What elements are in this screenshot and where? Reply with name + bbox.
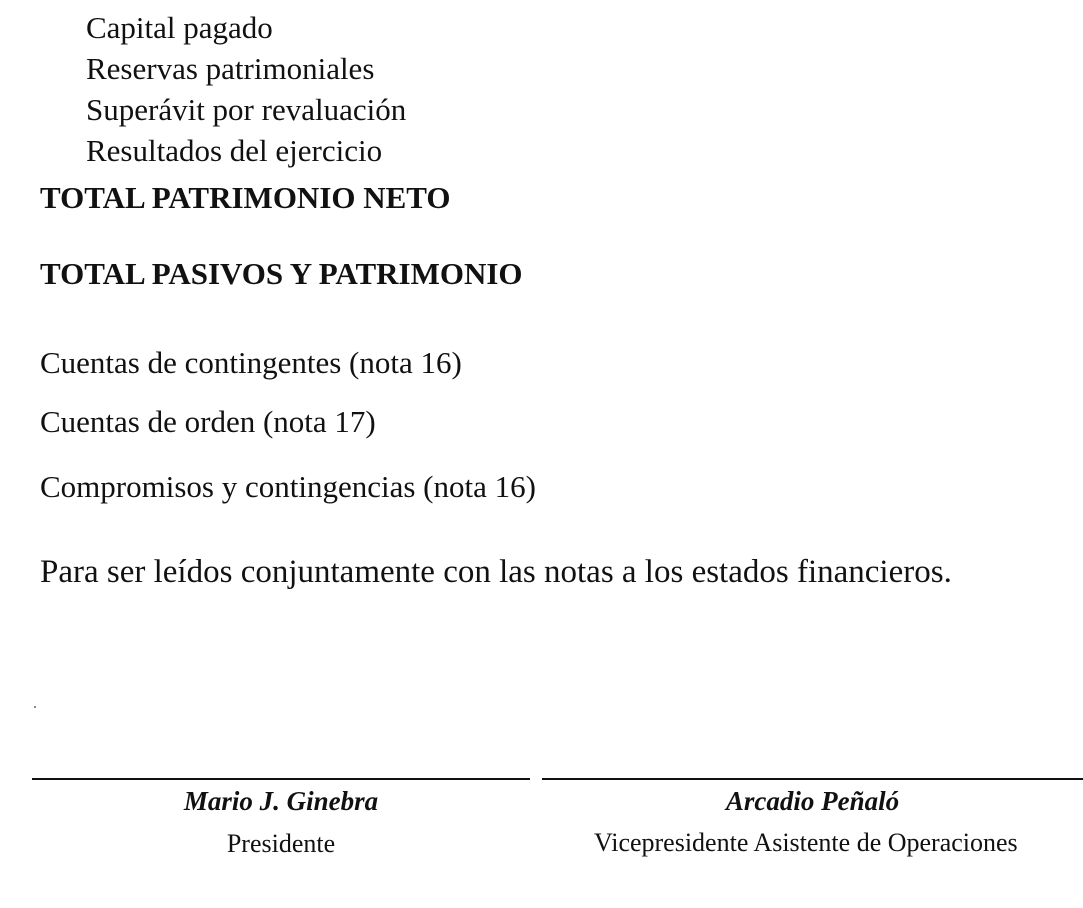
signature-line [542,778,1083,780]
memo-commitments-contingencies: Compromisos y contingencias (nota 16) [40,469,536,504]
memo-order-accounts: Cuentas de orden (nota 17) [40,404,376,439]
signatory-title: Presidente [226,829,336,858]
scan-speck [34,706,36,708]
total-equity-label: TOTAL PATRIMONIO NETO [40,180,451,215]
footnote-read-with-notes: Para ser leídos conjuntamente con las notas a los estados financieros. [40,554,952,590]
signatory-name: Mario J. Ginebra [183,786,379,816]
signatory-name: Arcadio Peñaló [725,786,900,816]
equity-item-revaluation-surplus: Superávit por revaluación [86,92,407,127]
equity-item-reserves: Reservas patrimoniales [86,51,375,86]
memo-contingent-accounts: Cuentas de contingentes (nota 16) [40,345,462,380]
equity-item-period-results: Resultados del ejercicio [86,133,383,168]
signatory-title: Vicepresidente Asistente de Operaciones [594,828,1018,857]
equity-item-paid-capital: Capital pagado [86,10,273,45]
signature-line [32,778,530,780]
total-liabilities-equity-label: TOTAL PASIVOS Y PATRIMONIO [40,256,523,291]
